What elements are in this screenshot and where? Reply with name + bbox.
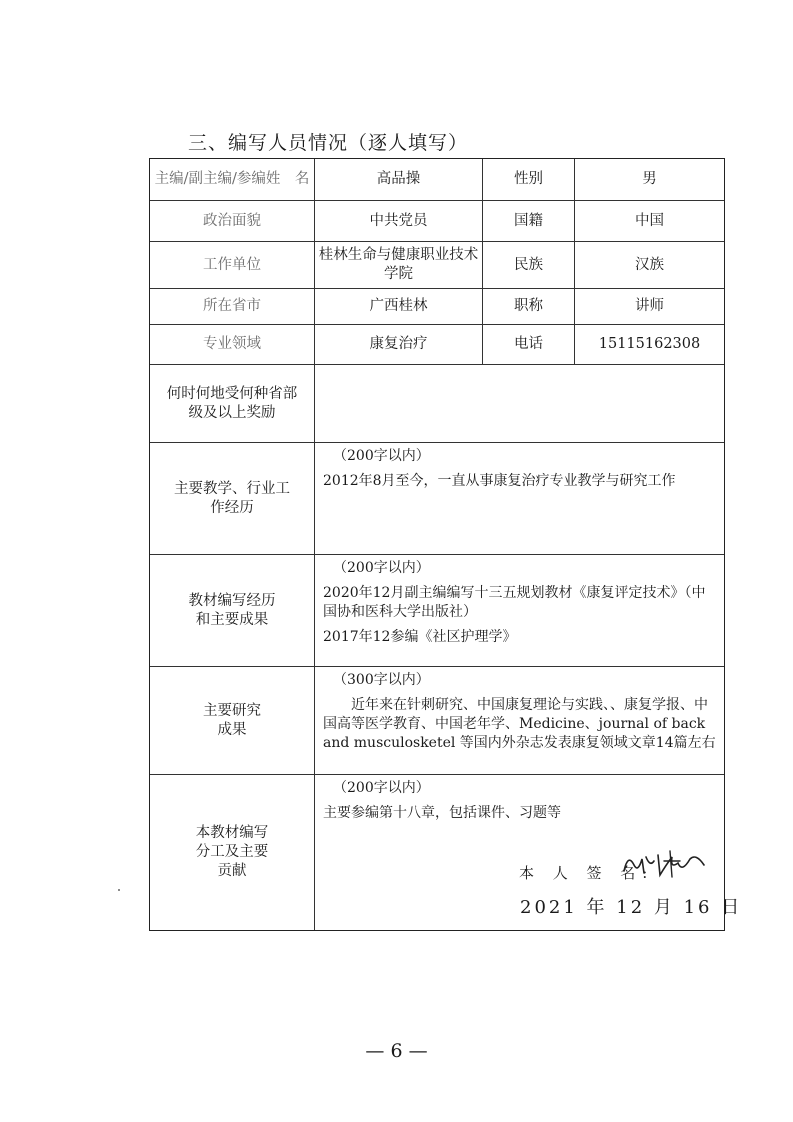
- form-row-name: [150, 159, 724, 201]
- phone-value: 15115162308: [598, 336, 701, 352]
- textbooks-line-1: 2020年12月副主编编写十三五规划教材《康复评定技术》（中国协和医科大学出版社）: [323, 585, 706, 620]
- experience-text: 2012年8月至今，一直从事康复治疗专业教学与研究工作: [323, 473, 676, 489]
- experience-limit: （200字以内）: [333, 448, 430, 464]
- section-title: 三、编写人员情况（逐人填写）: [188, 132, 469, 154]
- research-label: 主要研究成果: [150, 667, 315, 774]
- textbooks-content: [315, 555, 724, 666]
- ethnicity-label: 民族: [483, 242, 575, 288]
- division-label: 本教材编写分工及主要贡献: [150, 775, 315, 930]
- scan-speck: [118, 889, 120, 891]
- gender-label: 性别: [483, 159, 575, 200]
- politics-label: 政治面貌: [150, 201, 315, 241]
- title-label: 职称: [483, 289, 575, 324]
- field-value: 康复治疗: [315, 325, 483, 364]
- experience-label: 主要教学、行业工作经历: [150, 443, 315, 554]
- textbooks-label: 教材编写经历和主要成果: [150, 555, 315, 666]
- form-row-field: [150, 325, 724, 365]
- awards-value: [315, 365, 724, 442]
- handwritten-signature: [620, 843, 710, 883]
- form-row-awards: [150, 365, 724, 443]
- signature-date: 2021 年 12 月 16 日: [520, 897, 743, 918]
- title-value: 讲师: [635, 298, 664, 314]
- form-row-textbooks: [150, 555, 724, 667]
- experience-content: [315, 443, 724, 554]
- nationality-value: 中国: [635, 212, 664, 229]
- city-value: 广西桂林: [315, 289, 483, 324]
- nationality-label: 国籍: [483, 201, 575, 241]
- author-info-form: [149, 158, 725, 931]
- textbooks-limit: （200字以内）: [333, 560, 430, 576]
- politics-value: 中共党员: [315, 201, 483, 241]
- form-row-experience: [150, 443, 724, 555]
- gender-value: 男: [642, 171, 657, 187]
- form-row-politics: [150, 201, 724, 242]
- field-label: 专业领域: [150, 325, 315, 364]
- form-row-research: [150, 667, 724, 775]
- division-limit: （200字以内）: [333, 780, 430, 796]
- research-text: 近年来在针刺研究、中国康复理论与实践、、康复学报、中国高等医学教育、中国老年学、Medicine、journal of back and musculosketel 等国内外杂志发表康复领域文章14篇左右: [323, 697, 716, 751]
- signature-label: 本 人 签 名:: [519, 864, 655, 882]
- name-value: 高品操: [315, 159, 483, 200]
- phone-label: 电话: [483, 325, 575, 364]
- name-label: 主编/副主编/参编姓 名: [150, 159, 315, 200]
- ethnicity-value: 汉族: [635, 256, 664, 273]
- employer-value: 桂林生命与健康职业技术学院: [315, 242, 483, 288]
- form-row-employer: [150, 242, 724, 289]
- research-content: [315, 667, 724, 774]
- form-row-city: [150, 289, 724, 325]
- research-limit: （300字以内）: [333, 672, 430, 688]
- page-number: — 6 —: [365, 1040, 428, 1062]
- awards-label: 何时何地受何种省部级及以上奖励: [150, 365, 315, 442]
- textbooks-line-2: 2017年12参编《社区护理学》: [323, 629, 517, 645]
- division-text: 主要参编第十八章，包括课件、习题等: [323, 805, 561, 821]
- employer-label: 工作单位: [150, 242, 315, 288]
- city-label: 所在省市: [150, 289, 315, 324]
